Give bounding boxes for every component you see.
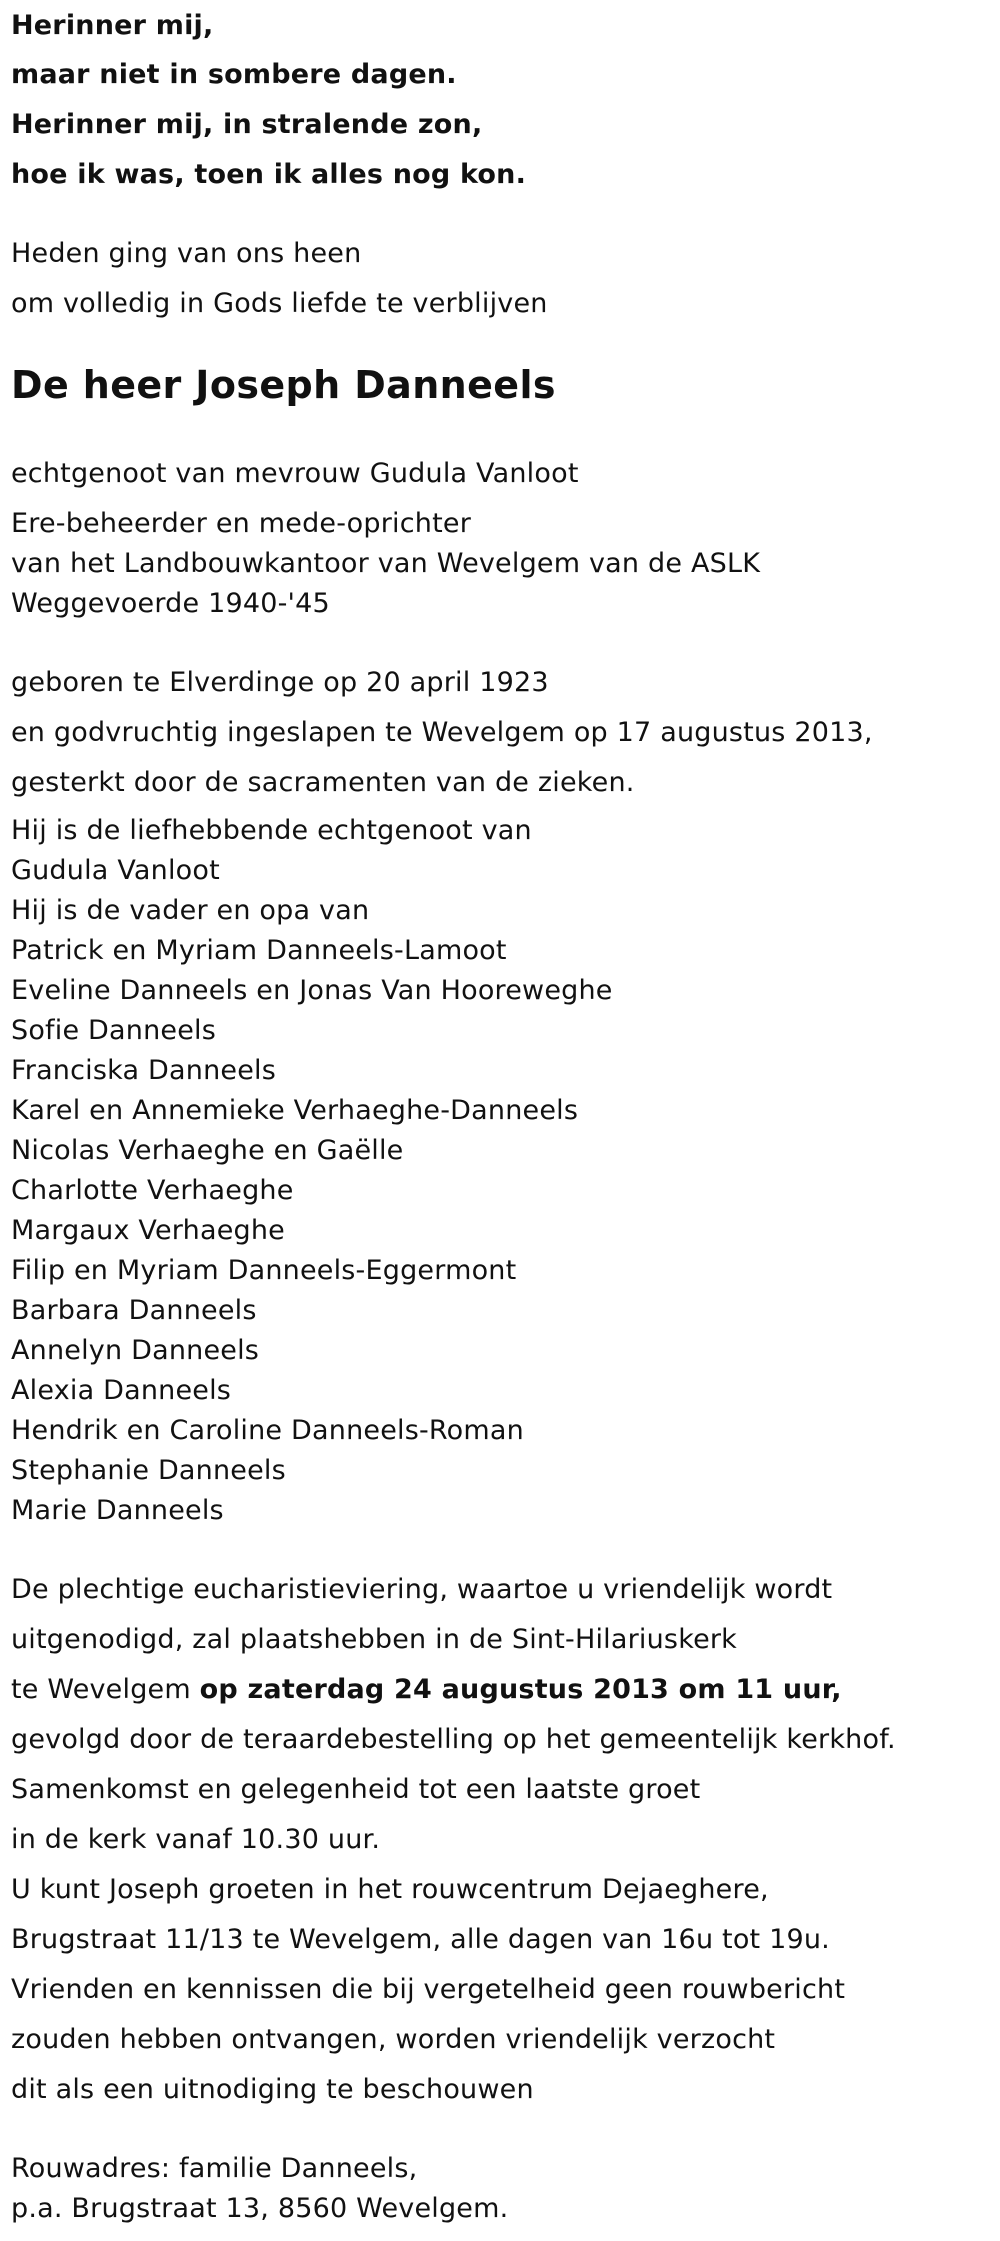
address-line: Rouwadres: familie Danneels, bbox=[11, 2153, 418, 2184]
family-line: Annelyn Danneels bbox=[11, 1335, 260, 1366]
poem-line: Herinner mij, in stralende zon, bbox=[11, 109, 483, 140]
life-line: gesterkt door de sacramenten van de zieken. bbox=[11, 767, 635, 798]
family-line: Filip en Myriam Danneels-Eggermont bbox=[11, 1255, 517, 1286]
title-line: Weggevoerde 1940-'45 bbox=[11, 588, 330, 619]
family-line: Charlotte Verhaeghe bbox=[11, 1175, 294, 1206]
family-line: Barbara Danneels bbox=[11, 1295, 257, 1326]
poem-line: Herinner mij, bbox=[11, 10, 214, 41]
spouse-line: echtgenoot van mevrouw Gudula Vanloot bbox=[11, 458, 579, 489]
family-line: Gudula Vanloot bbox=[11, 855, 220, 886]
ceremony-line: Vrienden en kennissen die bij vergetelheid geen rouwbericht bbox=[11, 1974, 846, 2005]
family-line: Hendrik en Caroline Danneels-Roman bbox=[11, 1415, 524, 1446]
ceremony-line: in de kerk vanaf 10.30 uur. bbox=[11, 1824, 381, 1855]
poem-line: maar niet in sombere dagen. bbox=[11, 59, 457, 90]
family-line: Karel en Annemieke Verhaeghe-Danneels bbox=[11, 1095, 579, 1126]
deceased-name: De heer Joseph Danneels bbox=[11, 363, 556, 407]
ceremony-line: zouden hebben ontvangen, worden vriendelijk verzocht bbox=[11, 2024, 776, 2055]
ceremony-line: De plechtige eucharistieviering, waartoe u vriendelijk wordt bbox=[11, 1574, 833, 1605]
family-line: Franciska Danneels bbox=[11, 1055, 276, 1086]
life-line: en godvruchtig ingeslapen te Wevelgem op 17 augustus 2013, bbox=[11, 717, 873, 748]
intro-line: Heden ging van ons heen bbox=[11, 238, 362, 269]
ceremony-line bbox=[11, 1673, 842, 1707]
family-line: Eveline Danneels en Jonas Van Hooreweghe bbox=[11, 975, 613, 1006]
ceremony-line: gevolgd door de teraardebestelling op het gemeentelijk kerkhof. bbox=[11, 1724, 896, 1755]
ceremony-place: te Wevelgem bbox=[11, 1674, 200, 1705]
poem-line: hoe ik was, toen ik alles nog kon. bbox=[11, 159, 527, 190]
ceremony-line: Samenkomst en gelegenheid tot een laatste groet bbox=[11, 1774, 701, 1805]
title-line: Ere-beheerder en mede-oprichter bbox=[11, 508, 471, 539]
family-line: Stephanie Danneels bbox=[11, 1455, 286, 1486]
family-line: Margaux Verhaeghe bbox=[11, 1215, 285, 1246]
ceremony-date-time: op zaterdag 24 augustus 2013 om 11 uur, bbox=[199, 1674, 842, 1705]
ceremony-line: U kunt Joseph groeten in het rouwcentrum Dejaeghere, bbox=[11, 1874, 769, 1905]
family-line: Alexia Danneels bbox=[11, 1375, 232, 1406]
family-line: Patrick en Myriam Danneels-Lamoot bbox=[11, 935, 507, 966]
intro-line: om volledig in Gods liefde te verblijven bbox=[11, 288, 548, 319]
life-line: geboren te Elverdinge op 20 april 1923 bbox=[11, 667, 549, 698]
family-line: Nicolas Verhaeghe en Gaëlle bbox=[11, 1135, 404, 1166]
family-line: Marie Danneels bbox=[11, 1495, 224, 1526]
family-line: Hij is de liefhebbende echtgenoot van bbox=[11, 815, 532, 846]
title-line: van het Landbouwkantoor van Wevelgem van de ASLK bbox=[11, 548, 761, 579]
address-line: p.a. Brugstraat 13, 8560 Wevelgem. bbox=[11, 2193, 509, 2224]
ceremony-line: Brugstraat 11/13 te Wevelgem, alle dagen van 16u tot 19u. bbox=[11, 1924, 830, 1955]
ceremony-line: uitgenodigd, zal plaatshebben in de Sint-Hilariuskerk bbox=[11, 1624, 738, 1655]
family-line: Sofie Danneels bbox=[11, 1015, 217, 1046]
family-line: Hij is de vader en opa van bbox=[11, 895, 370, 926]
ceremony-line: dit als een uitnodiging te beschouwen bbox=[11, 2074, 534, 2105]
